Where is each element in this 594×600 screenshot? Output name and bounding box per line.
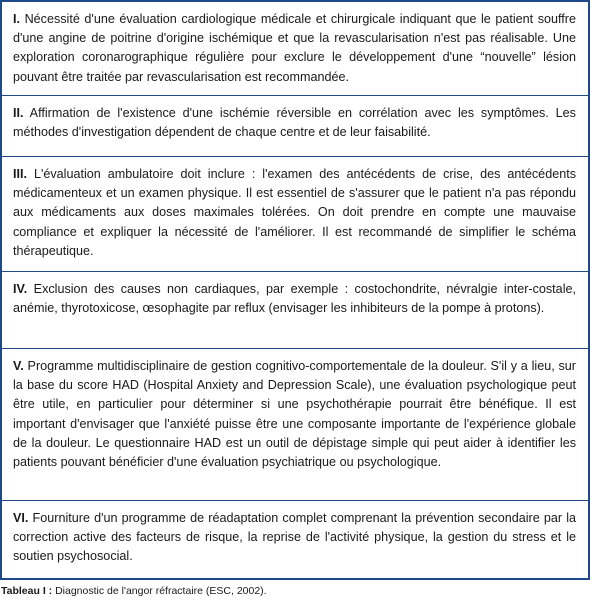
table-row [2,2,588,96]
row-body: Affirmation de l'existence d'une ischémie réversible en corrélation avec les symptômes. Les méthodes d'investigation dépendent de chaque centre et de leur faisabilité. [13,106,576,140]
row-number: VI. [13,511,29,525]
row-number: V. [13,359,24,373]
table-row [2,272,588,349]
row-number: IV. [13,282,28,296]
row-body: Fourniture d'un programme de réadaptation complet comprenant la prévention secondaire par la correction active des facteurs de risque, la reprise de l'activité physique, la gestion du stress et le soutien psychosocial. [13,511,577,564]
table-row [2,157,588,272]
row-number: I. [13,12,20,26]
table-row [2,501,588,578]
row-number: II. [13,106,24,120]
caption-label: Tableau I : [1,585,53,597]
row-number: III. [13,167,27,181]
row-body: Exclusion des causes non cardiaques, par exemple : costochondrite, névralgie inter-costale, anémie, thyrotoxicose, œsophagite par reflux (envisager les inhibiteurs de la pompe à protons). [13,282,576,316]
row-body: Nécessité d'une évaluation cardiologique médicale et chirurgicale indiquant que le patient souffre d'une angine de poitrine d'origine ischémique et que la revascularisation n'est pas réalisable. Une exploration coronarographique régulière pour exclure le développement d'une “nouvelle” lésion pouvant être traitée par revascularisation est recommandée. [13,12,577,84]
table-row [2,349,588,501]
row-body: L'évaluation ambulatoire doit inclure : l'examen des antécédents de crise, des antécédents médicamenteux et un examen physique. Il est essentiel de s'assurer que le patient n'a pas répondu aux médicaments aux doses maximales tolérées. On doit prendre en compte une mauvaise compliance et expliquer la nécessité de l'améliorer. Il est recommandé de simplifier le schéma thérapeutique. [13,167,576,258]
caption-text: Diagnostic de l'angor réfractaire (ESC, 2002). [52,585,267,597]
row-text [2,2,588,87]
table-row [2,96,588,157]
table-caption [1,584,267,598]
row-text [2,501,588,567]
row-body: Programme multidisciplinaire de gestion cognitivo-comportementale de la douleur. S'il y a lieu, sur la base du score HAD (Hospital Anxiety and Depression Scale), une évaluation psychologique peut être utile, en particulier pour déterminer si une psychothérapie pourrait être bénéfique. Il est important d'envisager que l'anxiété puisse être une composante importante de l'expérience globale de la douleur. Le questionnaire HAD est un outil de dépistage simple qui peut aider à identifier les patients pouvant bénéficier d'une évaluation psychiatrique ou psychologique. [13,359,576,470]
row-text [2,349,588,472]
row-text [2,96,588,142]
row-text [2,272,588,318]
row-text [2,157,588,261]
